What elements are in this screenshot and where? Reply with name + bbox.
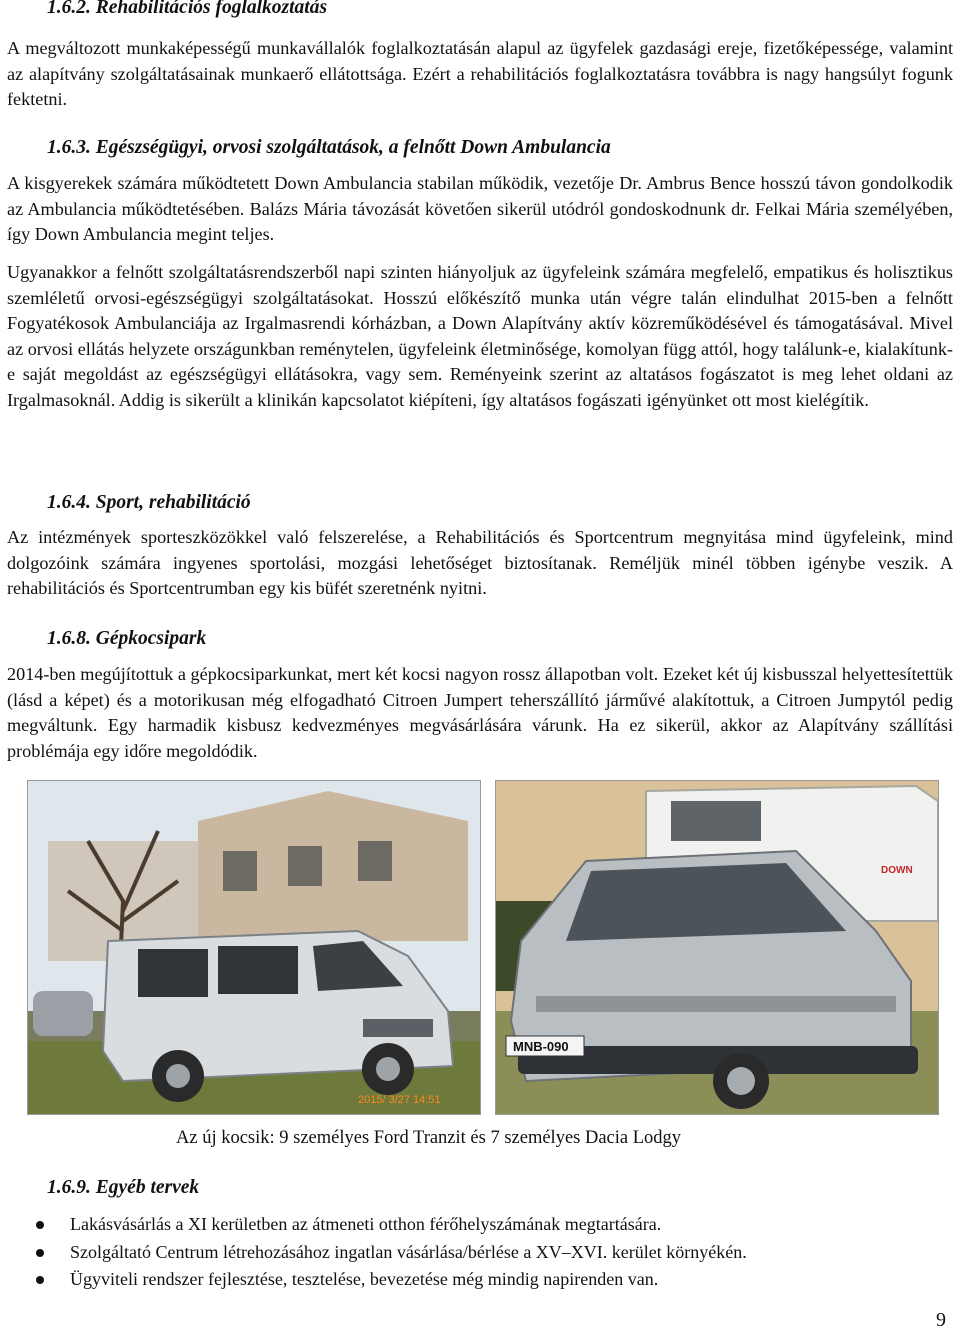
paragraph-down-ambulancia: A kisgyerekek számára működtetett Down Ambulancia stabilan működik, vezetője Dr. Ambrus Bence hosszú távon gondolkodik az Ambulancia működtetésében. Balázs Mária távozását követően sikerül utódról gondoskodnunk dr. Felkai Mária személyében, így Down Ambulancia megint teljes. [7,173,953,245]
bullet-icon [36,1221,44,1229]
van-logo-text: DOWN [881,865,913,876]
paragraph-sport: Az intézmények sporteszközökkel való felszerelése, a Rehabilitációs és Sportcentrum megnyitása mind ügyfeleink, mind dolgozóink számára ingyenes sportolási, mozgási lehetőséget biztosítanak. Reméljük minél többen igénybe veszik. A rehabilitációs és Sportcentrumban egy kis büfét szeretnénk nyitni. [7,527,953,599]
section-heading-sport-rehabilitacio: 1.6.4. Sport, rehabilitáció [47,492,251,513]
list-item: Szolgáltató Centrum létrehozásához ingatlan vásárlása/bérlése a XV–XVI. kerület környékén. [32,1239,952,1267]
section-heading-rehabilitacios-foglalkoztatas: 1.6.2. Rehabilitációs foglalkoztatás [47,0,328,18]
section-heading-egeszsegugyi-szolgaltatasok: 1.6.3. Egészségügyi, orvosi szolgáltatások, a felnőtt Down Ambulancia [47,137,611,158]
section-heading-egyeb-tervek: 1.6.9. Egyéb tervek [47,1177,200,1198]
paragraph-rehabilitacios-foglalkoztatas: A megváltozott munkaképességű munkavállalók foglalkoztatásán alapul az ügyfelek gazdasági ereje, fizetőképessége, valamint az alapítvány szolgáltatásainak munkaerő ellátottsága. Ezért a rehabilitációs foglalkoztatásra továbbra is nagy hangsúlyt fogunk fektetni. [7,38,953,110]
list-item: Ügyviteli rendszer fejlesztése, tesztelése, bevezetése még mindig napirenden van. [32,1266,952,1294]
photo-dacia-lodgy [495,780,939,1115]
list-item: Lakásvásárlás a XI kerületben az átmeneti otthon férőhelyszámának megtartására. [32,1211,952,1239]
photo-timestamp: 2015/ 3/27 14:51 [358,1094,441,1106]
bullet-icon [36,1276,44,1284]
photo-caption: Az új kocsik: 9 személyes Ford Tranzit és 7 személyes Dacia Lodgy [176,1128,682,1148]
section-heading-gepkocsipark: 1.6.8. Gépkocsipark [47,628,207,649]
page-number: 9 [936,1309,946,1331]
photo-ford-transit [27,780,481,1115]
license-plate: MNB-090 [513,1039,569,1054]
paragraph-gepkocsipark: 2014-ben megújítottuk a gépkocsiparkunkat, mert két kocsi nagyon rossz állapotban volt. Ezeket két új kisbusszal helyettesítettük (lásd a képet) és a motorikusan még elfogadható Citroen Jumpert teherszállító járművé alakítottuk, a Citroen Jumpytól pedig megváltunk. Egy harmadik kisbusz kedvezményes megvásárlására várunk. Ha ez sikerül, akkor az Alapítvány szállítási problémája egy időre megoldódik. [7,664,953,761]
bullet-list-egyeb-tervek [32,1211,952,1294]
paragraph-felnott-szolgaltatas: Ugyanakkor a felnőtt szolgáltatásrendszerből napi szinten hiányoljuk az ügyfeleink számára megfelelő, empatikus és holisztikus szemléletű orvosi-egészségügyi szolgáltatásokat. Hosszú előkészítő munka után végre talán elindulhat 2015-ben a felnőtt Fogyatékosok Ambulanciája az Irgalmasrendi kórházban, a Down Alapítvány aktív közreműködésével és támogatásával. Mivel az orvosi ellátás helyzete országunkban reménytelen, ügyfeleink életminősége, komolyan függ attól, hogy találunk-e, kialakítunk-e saját megoldást az egészségügyi ellátásokra, vagy sem. Reményeink szerint az altatásos fogászatot is meg lehet oldani az Irgalmasoknál. Addig is sikerült a klinikán kapcsolatot kiépíteni, így altatásos fogászati igényünket ott most kielégítik. [7,262,953,410]
bullet-icon [36,1249,44,1257]
